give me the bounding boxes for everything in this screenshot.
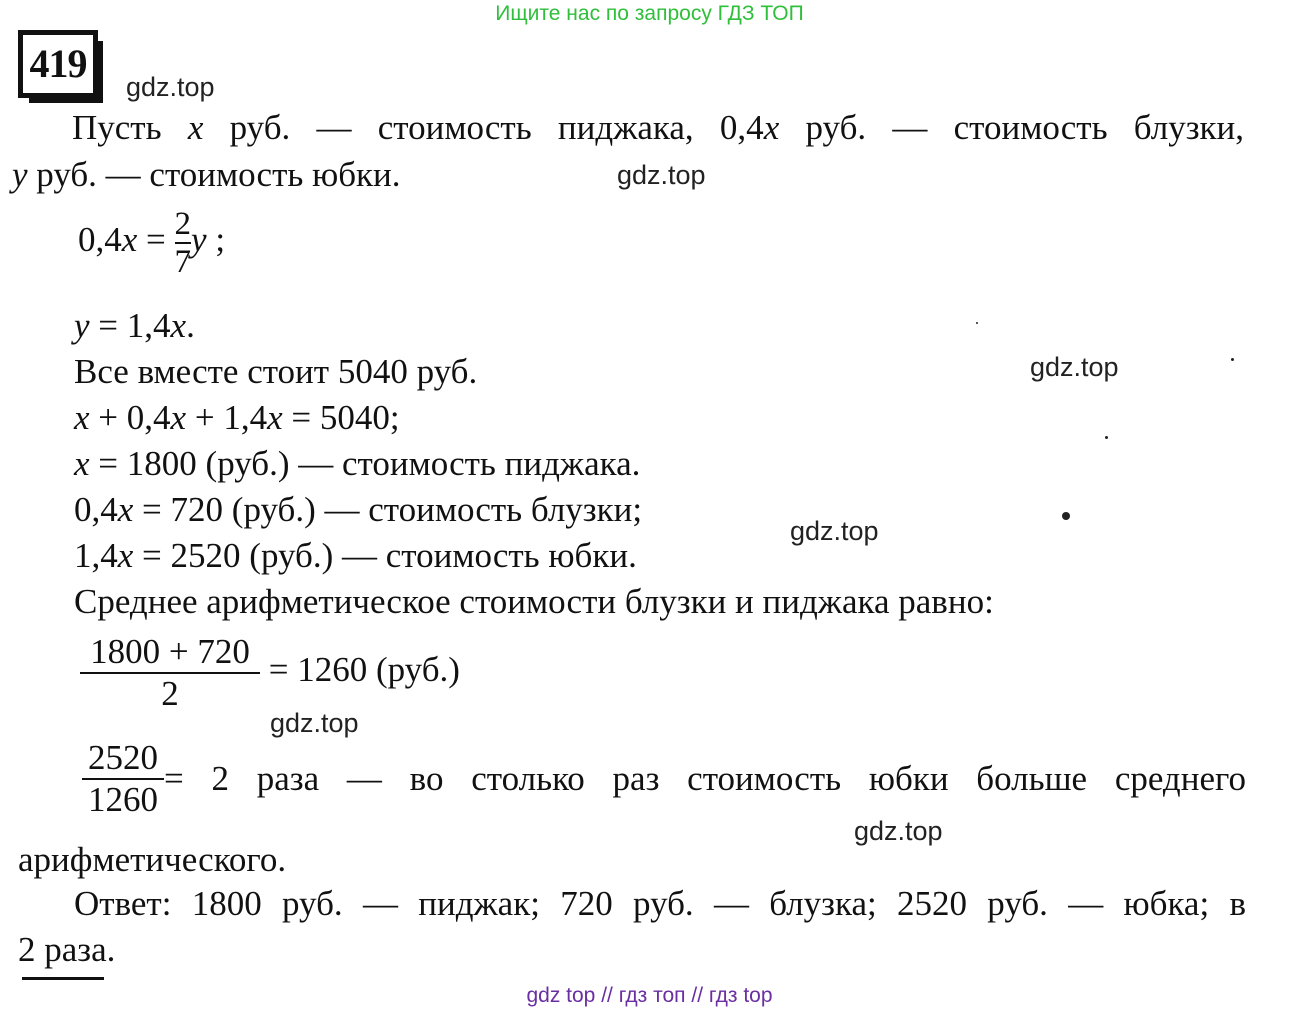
text-line-arith: арифметического. xyxy=(18,840,287,879)
equation-6: 1,4x = 2520 (руб.) — стоимость юбки. xyxy=(74,536,637,575)
fraction-2-7: $\frac{2}{7}$ xyxy=(174,206,192,280)
answer-line-2: 2 раза. xyxy=(18,930,116,969)
scan-mark xyxy=(1231,358,1234,361)
equation-2: y = 1,4x. xyxy=(74,306,195,345)
fraction-average: $\frac{1800 + 720}{2}$ = 1260 (руб.) xyxy=(80,632,460,714)
problem-number: 419 xyxy=(18,30,98,98)
scan-mark xyxy=(1062,512,1070,520)
watermark: gdz.top xyxy=(270,708,359,738)
watermark: gdz.top xyxy=(126,72,215,102)
text-line-total: Все вместе стоит 5040 руб. xyxy=(74,352,478,391)
fraction-2520-1260: $\frac{2520}{1260}$ xyxy=(82,738,164,820)
fraction-sum-over-2: $\frac{1800 + 720}{2}$ xyxy=(80,632,260,714)
equation-4: x = 1800 (руб.) — стоимость пиджака. xyxy=(74,444,641,483)
watermark: gdz.top xyxy=(854,816,943,846)
equation-1: 0,4x = $\frac{2}{7}$ y ; xyxy=(78,206,226,280)
watermark: gdz.top xyxy=(617,160,706,190)
answer-line-1: Ответ: 1800 руб. — пиджак; 720 руб. — блузка; 2520 руб. — юбка; в xyxy=(74,884,1246,923)
watermark: gdz.top xyxy=(1030,352,1119,382)
fraction-ratio: $\frac{2520}{1260}$ = 2 раза — во столько раз стоимость юбки больше среднего xyxy=(82,738,1246,820)
text-line-1: Пусть x руб. — стоимость пиджака, 0,4x руб. — стоимость блузки, xyxy=(72,108,1244,147)
scan-mark xyxy=(1105,436,1108,439)
text-line-2: y руб. — стоимость юбки. xyxy=(12,155,401,194)
scan-mark xyxy=(976,322,978,324)
equation-5: 0,4x = 720 (руб.) — стоимость блузки; xyxy=(74,490,643,529)
text-line-average: Среднее арифметическое стоимости блузки и пиджака равно: xyxy=(74,582,994,621)
footer-links: gdz top // гдз топ // гдз top xyxy=(526,984,773,1007)
watermark: gdz.top xyxy=(790,516,879,546)
equation-3: x + 0,4x + 1,4x = 5040; xyxy=(74,398,400,437)
answer-underline xyxy=(22,977,104,980)
top-banner: Ищите нас по запросу ГДЗ ТОП xyxy=(495,2,804,25)
